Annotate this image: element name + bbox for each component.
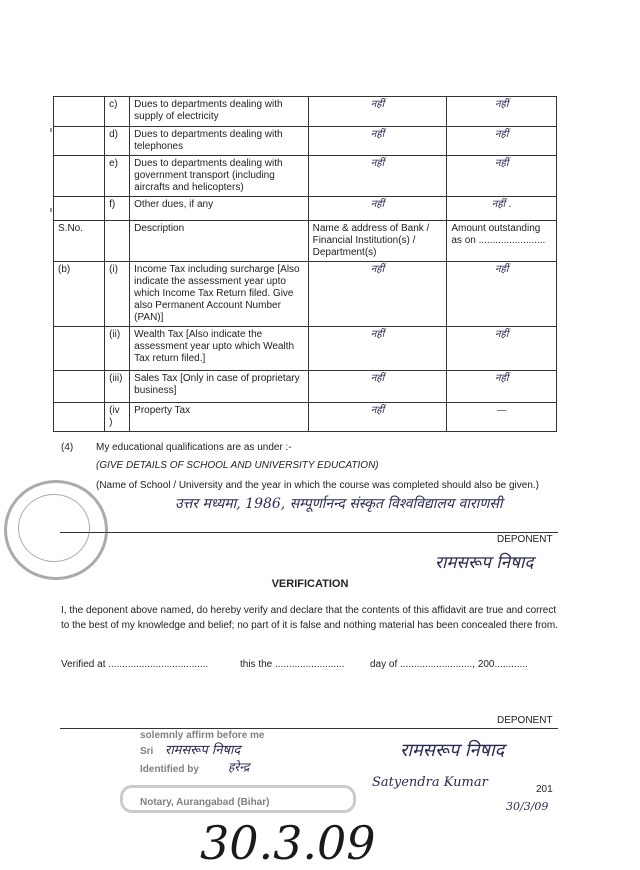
row-sub: (ii) <box>105 327 130 371</box>
section4-note: (GIVE DETAILS OF SCHOOL AND UNIVERSITY EDUCATION) <box>96 460 379 471</box>
table-row <box>54 403 557 432</box>
row-description: Dues to departments dealing with government transport (including aircrafts and helicopters) <box>130 156 308 197</box>
table-row <box>54 97 557 127</box>
row-bank: नहीं <box>308 156 447 197</box>
row-sno: (b) <box>54 262 105 327</box>
table-row <box>54 127 557 156</box>
row-sub: (iii) <box>105 371 130 403</box>
row-bank: नहीं <box>308 127 447 156</box>
row-sub: f) <box>105 197 130 221</box>
row-amount: नहीं <box>447 262 557 327</box>
table-row <box>54 262 557 327</box>
row-sno <box>54 97 105 127</box>
day-of: day of .........................., 200............ <box>370 659 528 670</box>
section4-text: My educational qualifications are as under :- <box>96 442 292 453</box>
verified-at: Verified at .................................... <box>61 659 209 670</box>
row-description: Sales Tax [Only in case of proprietary business] <box>130 371 308 403</box>
table-header-row <box>54 221 557 262</box>
row-bank: नहीं <box>308 197 447 221</box>
table-row <box>54 327 557 371</box>
row-description: Property Tax <box>130 403 308 432</box>
stamp-line2: Sri <box>140 746 154 757</box>
notary-number: 201 <box>536 784 553 795</box>
row-sno <box>54 197 105 221</box>
stamp-handwritten-name: रामसरूप निषाद <box>165 743 241 758</box>
row-sub: c) <box>105 97 130 127</box>
stamp-swirl-icon <box>120 785 356 813</box>
notary-signature: Satyendra Kumar <box>372 775 488 790</box>
row-description: Income Tax including surcharge [Also indicate the assessment year upto which Income Tax Return filed. Give also Permanent Account Number (PAN)] <box>130 262 308 327</box>
row-description: Other dues, if any <box>130 197 308 221</box>
row-amount: नहीं <box>447 156 557 197</box>
row-sub: e) <box>105 156 130 197</box>
stamp-line4: Notary, Aurangabad (Bihar) <box>140 797 270 808</box>
row-amount: नहीं <box>447 127 557 156</box>
deponent-label-1: DEPONENT <box>497 534 553 545</box>
row-amount: नहीं <box>447 97 557 127</box>
row-sub: d) <box>105 127 130 156</box>
this-the: this the ......................... <box>240 659 345 670</box>
table-row <box>54 197 557 221</box>
stamp-line3: Identified by <box>140 764 199 775</box>
row-amount: — <box>447 403 557 432</box>
deponent-line-2 <box>60 728 558 729</box>
margin-mark <box>50 128 52 132</box>
dues-table <box>53 96 557 432</box>
row-description: Dues to departments dealing with telephones <box>130 127 308 156</box>
row-sno <box>54 403 105 432</box>
row-sno <box>54 327 105 371</box>
row-bank: नहीं <box>308 262 447 327</box>
row-amount: नहीं <box>447 327 557 371</box>
deponent-label-2: DEPONENT <box>497 715 553 726</box>
row-sno <box>54 156 105 197</box>
header-amount: Amount outstanding as on ........................ <box>447 221 557 262</box>
deponent-signature-1: रामसरूप निषाद <box>435 553 534 573</box>
deponent-line <box>60 532 558 533</box>
row-bank: नहीं <box>308 97 447 127</box>
row-sub: (i) <box>105 262 130 327</box>
row-sno <box>54 371 105 403</box>
stamp-line1: solemnly affirm before me <box>140 730 265 741</box>
section4-instruction: (Name of School / University and the year in which the course was completed should also be given.) <box>96 480 540 491</box>
row-bank: नहीं <box>308 327 447 371</box>
row-description: Wealth Tax [Also indicate the assessment year upto which Wealth Tax return filed.] <box>130 327 308 371</box>
education-handwritten: उत्तर मध्यमा, 1986, सम्पूर्णानन्द संस्कृत विश्वविद्यालय वाराणसी <box>175 496 503 512</box>
row-bank: नहीं <box>308 371 447 403</box>
big-handwritten-date: 30.3.09 <box>200 816 376 870</box>
table-row <box>54 371 557 403</box>
row-sno <box>54 127 105 156</box>
header-sno: S.No. <box>54 221 105 262</box>
row-sub: (iv ) <box>105 403 130 432</box>
margin-mark <box>50 208 52 212</box>
notary-date: 30/3/09 <box>506 800 549 813</box>
section4-number: (4) <box>61 442 74 453</box>
row-description: Dues to departments dealing with supply of electricity <box>130 97 308 127</box>
row-amount: नहीं <box>447 371 557 403</box>
header-bank: Name & address of Bank / Financial Institution(s) / Department(s) <box>308 221 447 262</box>
round-seal-inner-icon <box>18 494 90 562</box>
row-bank: नहीं <box>308 403 447 432</box>
deponent-signature-2: रामसरूप निषाद <box>400 740 505 761</box>
table-row <box>54 156 557 197</box>
row-amount: नहीं . <box>447 197 557 221</box>
verification-body: I, the deponent above named, do hereby verify and declare that the contents of this affidavit are true and correct to the best of my knowledge and belief; no part of it is false and nothing material has been concealed there from. <box>61 605 558 631</box>
verification-title: VERIFICATION <box>271 578 349 590</box>
stamp-handwritten-id: हरेन्द्र <box>228 760 250 774</box>
header-sub <box>105 221 130 262</box>
header-description: Description <box>130 221 308 262</box>
